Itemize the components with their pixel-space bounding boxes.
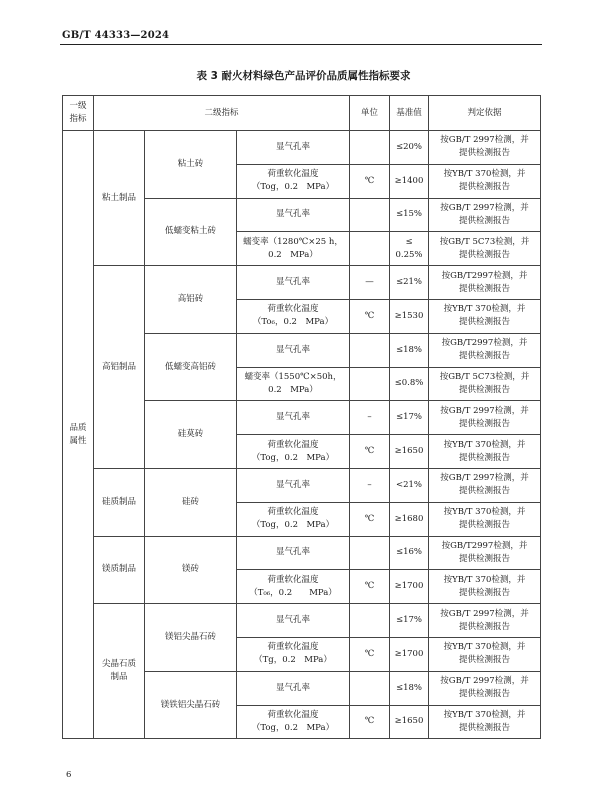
indicator-cell: 显气孔率 <box>237 198 350 232</box>
indicator-cell: 显气孔率 <box>237 671 350 705</box>
unit-cell <box>350 604 390 638</box>
base-value-cell: ≤17% <box>390 401 429 435</box>
product-cell: 镁铁铝尖晶石砖 <box>145 671 237 739</box>
criteria-cell: 按GB/T 5C73检测，并 提供检测报告 <box>429 367 541 401</box>
indicator-cell: 荷重软化温度 （Tog，0.2 MPa） <box>237 435 350 469</box>
category-cell: 高铝制品 <box>94 266 145 469</box>
criteria-cell: 按GB/T 5C73检测，并 提供检测报告 <box>429 232 541 266</box>
criteria-cell: 按GB/T 2997检测，并 提供检测报告 <box>429 401 541 435</box>
table-caption: 表 3 耐火材料绿色产品评价品质属性指标要求 <box>196 70 411 82</box>
criteria-cell: 按GB/T 2997检测，并 提供检测报告 <box>429 671 541 705</box>
indicator-cell: 荷重软化温度 （T₀₆，0.2 MPa） <box>237 570 350 604</box>
criteria-cell: 按GB/T2997检测，并 提供检测报告 <box>429 266 541 300</box>
header-level1: 一级 指标 <box>63 96 94 131</box>
base-value-cell: <21% <box>390 468 429 502</box>
category-cell: 硅质制品 <box>94 468 145 536</box>
unit-cell: ℃ <box>350 570 390 604</box>
indicator-cell: 显气孔率 <box>237 333 350 367</box>
product-cell: 镁砖 <box>145 536 237 604</box>
unit-cell <box>350 198 390 232</box>
criteria-cell: 按YB/T 370检测，并 提供检测报告 <box>429 164 541 198</box>
table-row <box>63 604 541 638</box>
product-cell: 低蠕变粘土砖 <box>145 198 237 266</box>
unit-cell: ℃ <box>350 502 390 536</box>
base-value-cell: ≤16% <box>390 536 429 570</box>
unit-cell: — <box>350 266 390 300</box>
product-cell: 粘土砖 <box>145 131 237 199</box>
base-value-cell: ≥1700 <box>390 637 429 671</box>
criteria-cell: 按GB/T2997检测，并 提供检测报告 <box>429 536 541 570</box>
category-cell: 粘土制品 <box>94 131 145 266</box>
header-unit: 单位 <box>350 96 390 131</box>
base-value-cell: ≥1400 <box>390 164 429 198</box>
quality-attribute-table <box>62 95 541 739</box>
unit-cell: ℃ <box>350 435 390 469</box>
base-value-cell: ≤20% <box>390 131 429 165</box>
indicator-cell: 显气孔率 <box>237 604 350 638</box>
unit-cell <box>350 232 390 266</box>
base-value-cell: ≥1530 <box>390 299 429 333</box>
indicator-cell: 显气孔率 <box>237 131 350 165</box>
base-value-cell: ≥1650 <box>390 435 429 469</box>
criteria-cell: 按GB/T 2997检测，并 提供检测报告 <box>429 604 541 638</box>
indicator-cell: 显气孔率 <box>237 266 350 300</box>
category-cell: 尖晶石质 制品 <box>94 604 145 739</box>
indicator-cell: 荷重软化温度 （Tg，0.2 MPa） <box>237 637 350 671</box>
product-cell: 硅莫砖 <box>145 401 237 469</box>
unit-cell: ℃ <box>350 164 390 198</box>
header-base-value: 基准值 <box>390 96 429 131</box>
indicator-cell: 显气孔率 <box>237 401 350 435</box>
criteria-cell: 按YB/T 370检测，并 提供检测报告 <box>429 705 541 739</box>
header-rule <box>60 44 542 45</box>
product-cell: 低蠕变高铝砖 <box>145 333 237 401</box>
indicator-cell: 蠕变率（1280℃×25 h， 0.2 MPa） <box>237 232 350 266</box>
category-cell: 镁质制品 <box>94 536 145 604</box>
criteria-cell: 按YB/T 370检测，并 提供检测报告 <box>429 637 541 671</box>
base-value-cell: ≥1700 <box>390 570 429 604</box>
base-value-cell: ≥1650 <box>390 705 429 739</box>
base-value-cell: ≤ 0.25% <box>390 232 429 266</box>
criteria-cell: 按GB/T 2997检测，并 提供检测报告 <box>429 131 541 165</box>
unit-cell <box>350 333 390 367</box>
criteria-cell: 按YB/T 370检测，并 提供检测报告 <box>429 299 541 333</box>
base-value-cell: ≤18% <box>390 671 429 705</box>
criteria-cell: 按YB/T 370检测，并 提供检测报告 <box>429 435 541 469</box>
indicator-cell: 荷重软化温度 （To₆，0.2 MPa） <box>237 299 350 333</box>
criteria-cell: 按GB/T 2997检测，并 提供检测报告 <box>429 198 541 232</box>
unit-cell: ℃ <box>350 299 390 333</box>
unit-cell: ℃ <box>350 637 390 671</box>
unit-cell: – <box>350 401 390 435</box>
base-value-cell: ≤21% <box>390 266 429 300</box>
unit-cell <box>350 131 390 165</box>
criteria-cell: 按YB/T 370检测，并 提供检测报告 <box>429 502 541 536</box>
criteria-cell: 按YB/T 370检测，并 提供检测报告 <box>429 570 541 604</box>
header-criteria: 判定依据 <box>429 96 541 131</box>
header-level2: 二级指标 <box>94 96 350 131</box>
table-row <box>63 468 541 502</box>
indicator-cell: 蠕变率（1550℃×50h， 0.2 MPa） <box>237 367 350 401</box>
unit-cell: – <box>350 468 390 502</box>
level1-cell: 品质 属性 <box>63 131 94 739</box>
product-cell: 镁铝尖晶石砖 <box>145 604 237 672</box>
product-cell: 高铝砖 <box>145 266 237 334</box>
table-row <box>63 536 541 570</box>
unit-cell: ℃ <box>350 705 390 739</box>
criteria-cell: 按GB/T2997检测，并 提供检测报告 <box>429 333 541 367</box>
indicator-cell: 荷重软化温度 （Tog，0.2 MPa） <box>237 164 350 198</box>
standard-number: GB/T 44333—2024 <box>62 30 170 41</box>
base-value-cell: ≤15% <box>390 198 429 232</box>
base-value-cell: ≤17% <box>390 604 429 638</box>
indicator-cell: 显气孔率 <box>237 536 350 570</box>
indicator-cell: 荷重软化温度 （Tog，0.2 MPa） <box>237 705 350 739</box>
unit-cell <box>350 367 390 401</box>
table-row <box>63 131 541 165</box>
table-row <box>63 266 541 300</box>
indicator-cell: 荷重软化温度 （Tog，0.2 MPa） <box>237 502 350 536</box>
product-cell: 硅砖 <box>145 468 237 536</box>
indicator-cell: 显气孔率 <box>237 468 350 502</box>
unit-cell <box>350 671 390 705</box>
base-value-cell: ≥1680 <box>390 502 429 536</box>
table-header-row <box>63 96 541 131</box>
criteria-cell: 按GB/T 2997检测，并 提供检测报告 <box>429 468 541 502</box>
page-number: 6 <box>66 770 72 780</box>
base-value-cell: ≤0.8% <box>390 367 429 401</box>
base-value-cell: ≤18% <box>390 333 429 367</box>
unit-cell <box>350 536 390 570</box>
